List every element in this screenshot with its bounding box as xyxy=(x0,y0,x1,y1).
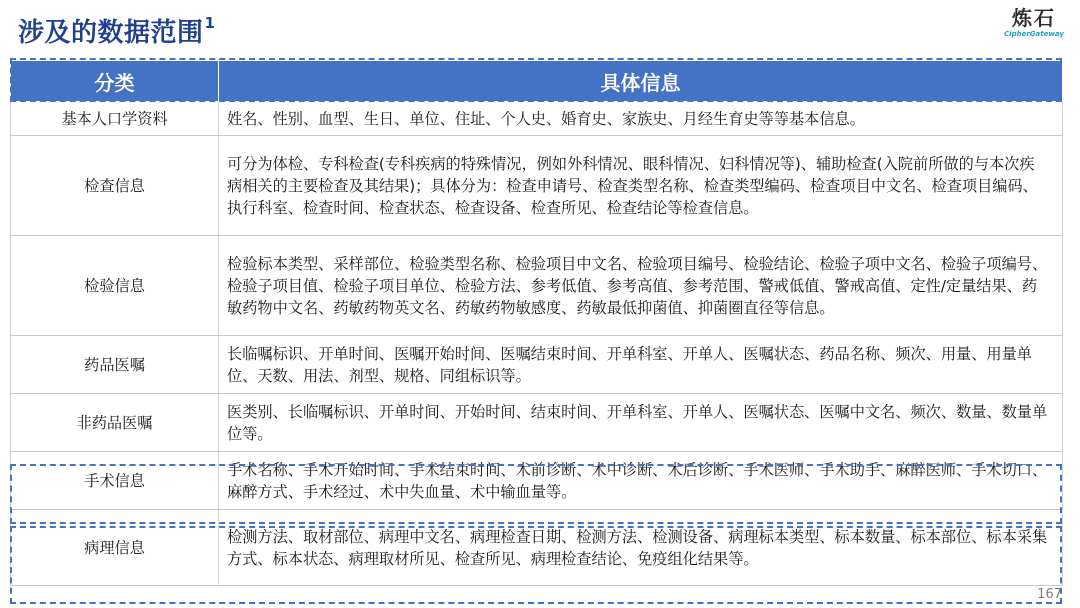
row-category: 检验信息 xyxy=(11,236,219,336)
table-row xyxy=(11,510,1063,586)
row-detail: 检验标本类型、采样部位、检验类型名称、检验项目中文名、检验项目编号、检验结论、检验子项中文名、检验子项编号、检验子项目值、检验子项目单位、检验方法、参考低值、参考高值、参考范围、警戒低值、警戒高值、定性/定量结果、药敏药物中文名、药敏药物英文名、药敏药物敏感度、药敏最低抑菌值、抑菌圈直径等信息。 xyxy=(219,236,1063,336)
page-number: 167 xyxy=(1037,587,1062,602)
table-row xyxy=(11,452,1063,510)
row-detail: 可分为体检、专科检查(专科疾病的特殊情况，例如外科情况、眼科情况、妇科情况等)、辅助检查(入院前所做的与本次疾病相关的主要检查及其结果)；具体分为：检查申请号、检查类型名称、检查类型编码、检查项目中文名、检查项目编码、执行科室、检查时间、检查状态、检查设备、检查所见、检查结论等检查信息。 xyxy=(219,136,1063,236)
table-row xyxy=(11,336,1063,394)
table-row xyxy=(11,394,1063,452)
row-category: 非药品医嘱 xyxy=(11,394,219,452)
logo-cn-text: 炼石 xyxy=(1012,6,1056,30)
table-header-row xyxy=(11,61,1063,102)
row-category: 基本人口学资料 xyxy=(11,102,219,136)
row-detail: 长临嘱标识、开单时间、医嘱开始时间、医嘱结束时间、开单科室、开单人、医嘱状态、药品名称、频次、用量、用量单位、天数、用法、剂型、规格、同组标识等。 xyxy=(219,336,1063,394)
row-category: 检查信息 xyxy=(11,136,219,236)
row-category: 药品医嘱 xyxy=(11,336,219,394)
data-scope-table-wrap xyxy=(10,60,1062,604)
header-detail: 具体信息 xyxy=(219,61,1063,102)
row-detail: 医类别、长临嘱标识、开单时间、开始时间、结束时间、开单科室、开单人、医嘱状态、医嘱中文名、频次、数量、数量单位等。 xyxy=(219,394,1063,452)
logo-en-text: CipherGateway xyxy=(1004,30,1064,38)
row-category: 手术信息 xyxy=(11,452,219,510)
table-row xyxy=(11,136,1063,236)
slide-title-text: 涉及的数据范围 xyxy=(18,18,204,48)
data-scope-table xyxy=(10,60,1063,586)
row-detail: 检测方法、取材部位、病理中文名、病理检查日期、检测方法、检测设备、病理标本类型、标本数量、标本部位、标本采集方式、标本状态、病理取材所见、检查所见、病理检查结论、免疫组化结果等。 xyxy=(219,510,1063,586)
company-logo xyxy=(1002,6,1066,39)
header-category: 分类 xyxy=(11,61,219,102)
slide-title xyxy=(18,12,215,49)
row-category: 病理信息 xyxy=(11,510,219,586)
table-row xyxy=(11,102,1063,136)
title-footnote-marker: 1 xyxy=(204,14,216,32)
row-detail: 手术名称、手术开始时间、手术结束时间、术前诊断、术中诊断、术后诊断、手术医师、手术助手、麻醉医师、手术切口、麻醉方式、手术经过、术中失血量、术中输血量等。 xyxy=(219,452,1063,510)
table-row xyxy=(11,236,1063,336)
row-detail: 姓名、性别、血型、生日、单位、住址、个人史、婚育史、家族史、月经生育史等等基本信息。 xyxy=(219,102,1063,136)
